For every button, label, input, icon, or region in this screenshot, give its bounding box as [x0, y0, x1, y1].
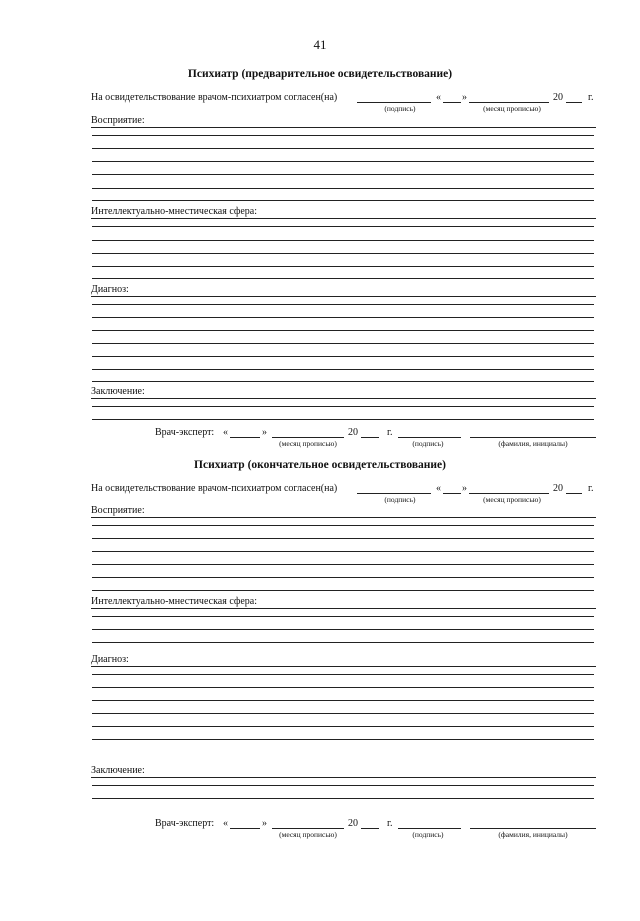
- conclusion-row[interactable]: [91, 386, 596, 400]
- caption-name: (фамилия, инициалы): [498, 439, 568, 448]
- conclusion-field[interactable]: [91, 777, 596, 778]
- intellect-line[interactable]: [92, 278, 594, 279]
- page-number: 41: [313, 37, 327, 52]
- diagnosis-line[interactable]: [92, 674, 594, 675]
- perception-line[interactable]: [92, 551, 594, 552]
- conclusion-label: Заключение:: [91, 386, 145, 397]
- intellect-row[interactable]: [91, 596, 596, 610]
- expert-name-field[interactable]: [470, 437, 596, 438]
- quote-open: «: [436, 483, 441, 494]
- diagnosis-line[interactable]: [92, 343, 594, 344]
- diagnosis-line[interactable]: [92, 317, 594, 318]
- diagnosis-row[interactable]: [91, 654, 596, 668]
- diagnosis-line[interactable]: [92, 369, 594, 370]
- intellect-line[interactable]: [92, 226, 594, 227]
- intellect-line[interactable]: [92, 642, 594, 643]
- quote-open: «: [223, 818, 228, 829]
- expert-label: Врач-эксперт:: [155, 818, 215, 829]
- perception-label: Восприятие:: [91, 115, 145, 126]
- diagnosis-line[interactable]: [92, 739, 594, 740]
- perception-line[interactable]: [92, 577, 594, 578]
- year-field[interactable]: [566, 102, 582, 103]
- year-prefix: 20: [553, 92, 563, 103]
- expert-year-field[interactable]: [361, 828, 379, 829]
- perception-line[interactable]: [92, 135, 594, 136]
- perception-line[interactable]: [92, 174, 594, 175]
- caption-signature: (подпись): [384, 495, 416, 504]
- caption-month: (месяц прописью): [483, 495, 541, 504]
- year-suffix: г.: [588, 92, 594, 103]
- year-field[interactable]: [566, 493, 582, 494]
- perception-line[interactable]: [92, 200, 594, 201]
- diagnosis-line[interactable]: [92, 713, 594, 714]
- consent-text: На освидетельствование врачом-психиатром согласен(на): [91, 92, 338, 103]
- expert-signature-field[interactable]: [398, 828, 461, 829]
- perception-field[interactable]: [91, 517, 596, 518]
- quote-close: »: [462, 483, 467, 494]
- caption-name: (фамилия, инициалы): [498, 830, 568, 839]
- year-prefix: 20: [553, 483, 563, 494]
- diagnosis-field[interactable]: [91, 666, 596, 667]
- diagnosis-line[interactable]: [92, 304, 594, 305]
- caption-signature: (подпись): [384, 104, 416, 113]
- quote-close: »: [262, 818, 267, 829]
- perception-line[interactable]: [92, 525, 594, 526]
- perception-field[interactable]: [91, 127, 596, 128]
- intellect-line[interactable]: [92, 629, 594, 630]
- conclusion-label: Заключение:: [91, 765, 145, 776]
- caption-month: (месяц прописью): [279, 830, 337, 839]
- diagnosis-label: Диагноз:: [91, 654, 129, 665]
- year-suffix: г.: [588, 483, 594, 494]
- conclusion-line[interactable]: [92, 419, 594, 420]
- intellect-line[interactable]: [92, 266, 594, 267]
- signature-field[interactable]: [357, 102, 431, 103]
- year-suffix: г.: [387, 818, 393, 829]
- perception-label: Восприятие:: [91, 505, 145, 516]
- caption-signature: (подпись): [412, 830, 444, 839]
- caption-month: (месяц прописью): [279, 439, 337, 448]
- diagnosis-field[interactable]: [91, 296, 596, 297]
- section-title: Психиатр (окончательное освидетельствование): [194, 459, 446, 471]
- intellect-label: Интеллектуально-мнестическая сфера:: [91, 206, 258, 217]
- signature-field[interactable]: [357, 493, 431, 494]
- expert-signature-field[interactable]: [398, 437, 461, 438]
- perception-row[interactable]: [91, 505, 596, 519]
- diagnosis-line[interactable]: [92, 330, 594, 331]
- perception-line[interactable]: [92, 590, 594, 591]
- conclusion-line[interactable]: [92, 406, 594, 407]
- quote-open: «: [223, 427, 228, 438]
- diagnosis-line[interactable]: [92, 381, 594, 382]
- conclusion-row[interactable]: [91, 765, 596, 779]
- quote-open: «: [436, 92, 441, 103]
- perception-line[interactable]: [92, 161, 594, 162]
- perception-line[interactable]: [92, 188, 594, 189]
- caption-signature: (подпись): [412, 439, 444, 448]
- intellect-field[interactable]: [91, 218, 596, 219]
- intellect-row[interactable]: [91, 206, 596, 220]
- expert-day-field[interactable]: [230, 437, 260, 438]
- expert-month-field[interactable]: [272, 828, 344, 829]
- perception-row[interactable]: [91, 115, 596, 129]
- quote-close: »: [262, 427, 267, 438]
- expert-year-field[interactable]: [361, 437, 379, 438]
- diagnosis-line[interactable]: [92, 356, 594, 357]
- year-prefix: 20: [348, 427, 358, 438]
- perception-line[interactable]: [92, 148, 594, 149]
- month-field[interactable]: [469, 102, 549, 103]
- year-prefix: 20: [348, 818, 358, 829]
- diagnosis-label: Диагноз:: [91, 284, 129, 295]
- caption-month: (месяц прописью): [483, 104, 541, 113]
- perception-line[interactable]: [92, 564, 594, 565]
- year-suffix: г.: [387, 427, 393, 438]
- intellect-line[interactable]: [92, 253, 594, 254]
- intellect-line[interactable]: [92, 240, 594, 241]
- diagnosis-row[interactable]: [91, 284, 596, 298]
- diagnosis-line[interactable]: [92, 700, 594, 701]
- month-field[interactable]: [469, 493, 549, 494]
- intellect-label: Интеллектуально-мнестическая сфера:: [91, 596, 258, 607]
- perception-line[interactable]: [92, 538, 594, 539]
- expert-month-field[interactable]: [272, 437, 344, 438]
- diagnosis-line[interactable]: [92, 687, 594, 688]
- expert-name-field[interactable]: [470, 828, 596, 829]
- section-title: Психиатр (предварительное освидетельствование): [187, 68, 453, 80]
- conclusion-line[interactable]: [92, 785, 594, 786]
- expert-day-field[interactable]: [230, 828, 260, 829]
- consent-text: На освидетельствование врачом-психиатром согласен(на): [91, 483, 338, 494]
- intellect-line[interactable]: [92, 616, 594, 617]
- day-field[interactable]: [443, 102, 461, 103]
- intellect-field[interactable]: [91, 608, 596, 609]
- conclusion-line[interactable]: [92, 798, 594, 799]
- day-field[interactable]: [443, 493, 461, 494]
- conclusion-field[interactable]: [91, 398, 596, 399]
- quote-close: »: [462, 92, 467, 103]
- diagnosis-line[interactable]: [92, 726, 594, 727]
- expert-label: Врач-эксперт:: [155, 427, 215, 438]
